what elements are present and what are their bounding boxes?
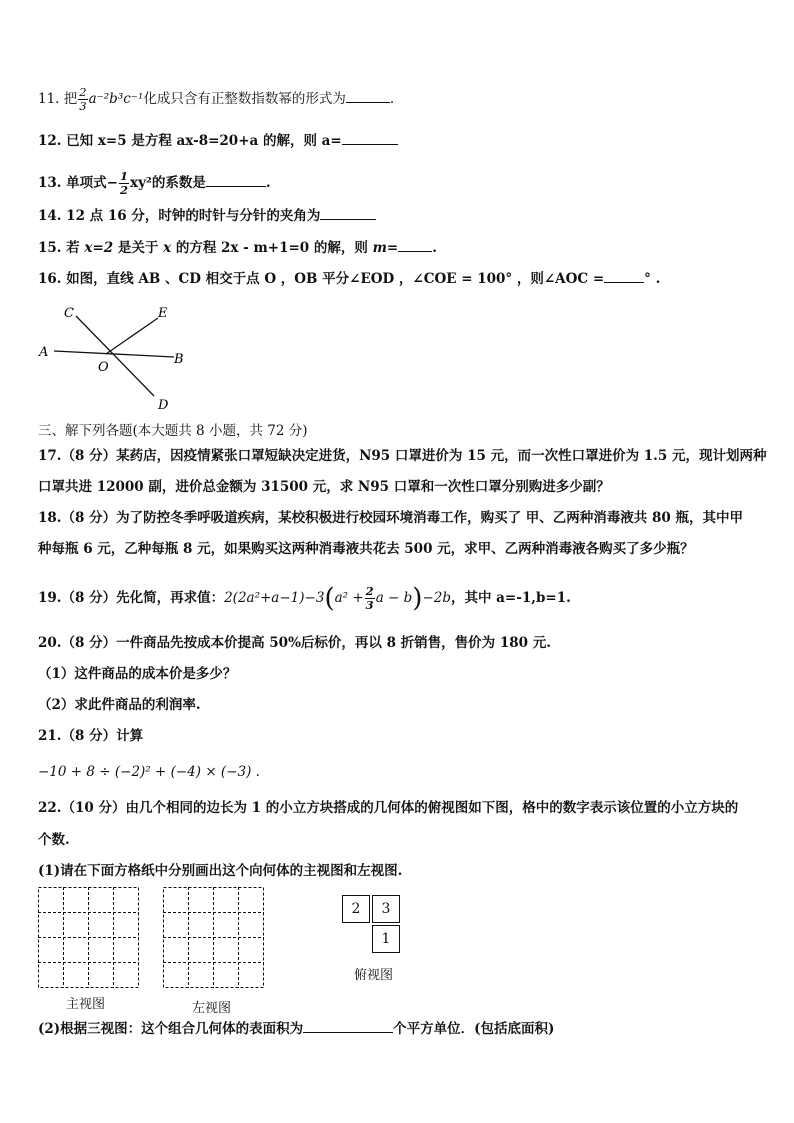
question-15: 15. 若 x=2 是关于 x 的方程 2x - m+1=0 的解，则 m= . — [38, 237, 437, 258]
question-16: 16. 如图，直线 AB 、CD 相交于点 O ，OB 平分∠EOD ，∠COE = 100° ，则∠AOC = ° . — [38, 268, 660, 289]
label-e: E — [158, 306, 168, 321]
fraction: $\frac{1}{2}$ — [120, 169, 129, 197]
question-18-line2: 种每瓶 6 元，乙种每瓶 8 元，如果购买这两种消毒液共花去 500 元，求甲、乙两种消毒液各购买了多少瓶？ — [38, 541, 694, 557]
question-20-sub2: （2）求此件商品的利润率. — [38, 697, 201, 713]
caption-main-view: 主视图 — [66, 997, 106, 1012]
answer-blank[interactable] — [320, 205, 376, 220]
figure-intersecting-lines — [34, 300, 194, 415]
top-view-cell: 1 — [372, 925, 400, 953]
question-21-expr: −10 + 8 ÷ (−2)² + (−4) × (−3) . — [38, 764, 260, 780]
answer-blank[interactable] — [303, 1018, 393, 1033]
answer-blank[interactable] — [206, 172, 266, 187]
main-view-grid[interactable] — [38, 887, 140, 989]
question-17-line2: 口罩共进 12000 副，进价总金额为 31500 元，求 N95 口罩和一次性口罩分别购进多少副？ — [38, 479, 610, 495]
caption-left-view: 左视图 — [192, 1001, 232, 1016]
answer-blank[interactable] — [398, 237, 432, 252]
answer-blank[interactable] — [346, 88, 390, 103]
question-14: 14. 12 点 16 分，时钟的时针与分针的夹角为 — [38, 205, 376, 226]
question-12: 12. 已知 x=5 是方程 ax-8=20+a 的解，则 a= — [38, 130, 398, 151]
fraction: $\frac{2}{3}$ — [79, 85, 87, 113]
question-22-sub2: (2)根据三视图：这个组合几何体的表面积为 个平方单位．(包括底面积) — [38, 1018, 554, 1039]
question-19: 19.（8 分）先化简，再求值：2(2a²+a−1)−3(a² + $\frac{2}{3}$ a − b)−2b，其中 a=-1,b=1. — [38, 583, 571, 614]
top-view-cell: 2 — [342, 895, 370, 923]
question-13: 13. 单项式− $\frac{1}{2}$ xy²的系数是 . — [38, 169, 271, 197]
question-20-sub1: （1）这件商品的成本价是多少？ — [38, 666, 237, 682]
top-view-cell: 3 — [372, 895, 400, 923]
answer-blank[interactable] — [604, 268, 644, 283]
question-18-line1: 18.（8 分）为了防控冬季呼吸道疾病，某校积极进行校园环境消毒工作，购买了 甲、乙两种消毒液共 80 瓶，其中甲 — [38, 510, 743, 526]
question-17-line1: 17.（8 分）某药店，因疫情紧张口罩短缺决定进货，N95 口罩进价为 15 元，而一次性口罩进价为 1.5 元，现计划两种 — [38, 448, 767, 464]
label-c: C — [64, 306, 74, 321]
left-view-grid[interactable] — [163, 887, 265, 989]
question-11: 11. 把 $\frac{2}{3}$ a⁻²b³c⁻¹化成只含有正整数指数幂的形式为 . — [38, 85, 395, 113]
label-b: B — [174, 352, 184, 367]
section-heading: 三、解下列各题(本大题共 8 小题，共 72 分) — [38, 423, 308, 439]
question-20-line1: 20.（8 分）一件商品先按成本价提高 50%后标价，再以 8 折销售，售价为 180 元. — [38, 635, 551, 651]
label-o: O — [98, 360, 109, 375]
question-22-line2: 个数. — [38, 832, 70, 848]
question-22-line1: 22.（10 分）由几个相同的边长为 1 的小立方块搭成的几何体的俯视图如下图，格中的数字表示该位置的小立方块的 — [38, 800, 739, 816]
caption-top-view: 俯视图 — [354, 968, 394, 983]
question-21-title: 21.（8 分）计算 — [38, 728, 144, 744]
ray-oe — [106, 318, 158, 354]
line-ab — [54, 351, 174, 357]
label-d: D — [158, 398, 169, 413]
answer-blank[interactable] — [342, 130, 398, 145]
fraction: $\frac{2}{3}$ — [365, 584, 374, 612]
label-a: A — [39, 345, 49, 360]
question-22-sub1: (1)请在下面方格纸中分别画出这个向何体的主视图和左视图. — [38, 863, 403, 879]
